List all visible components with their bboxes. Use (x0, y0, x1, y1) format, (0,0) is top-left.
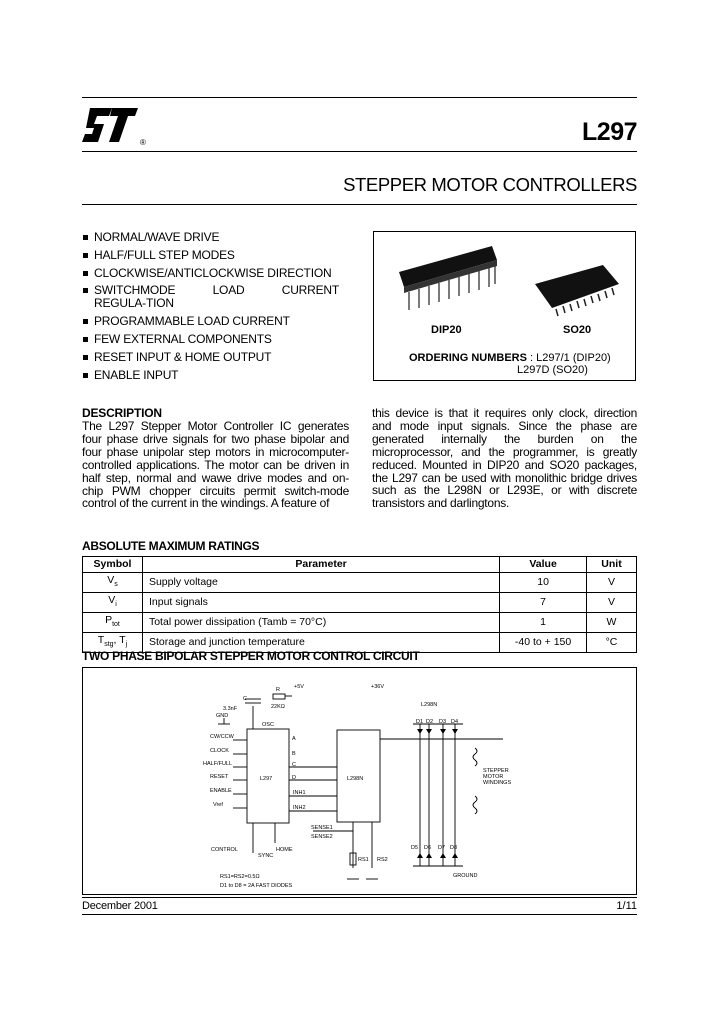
feature-item: CLOCKWISE/ANTICLOCKWISE DIRECTION (82, 267, 357, 280)
footer-date: December 2001 (82, 900, 158, 912)
note-1: RS1=RS2=0.5Ω (220, 874, 260, 880)
motor-label-2: MOTOR (483, 774, 504, 780)
circuit-title: TWO PHASE BIPOLAR STEPPER MOTOR CONTROL CIRCUIT (82, 649, 420, 663)
footer-top-rule (82, 897, 637, 898)
feature-item: ENABLE INPUT (82, 369, 357, 382)
bullet-icon (83, 373, 88, 378)
feature-item: RESET INPUT & HOME OUTPUT (82, 351, 357, 364)
sync-label: SYNC (258, 853, 274, 859)
ordering-numbers: ORDERING NUMBERS : L297/1 (DIP20) L297D (SO20) (409, 352, 611, 376)
diode-d3: D3 (439, 719, 447, 725)
diode-d8: D8 (450, 845, 458, 851)
description-text-right: this device is that it requires only clock, direction and mode input signals. Since the phase are generated internally the burden on the microprocessor, and the programmer, is greatly reduced. Mounted in DIP20 and SO20 packages, the L297 can be used with monolithic bridge drives such as the L298N or L293E, or with discrete transistors and darlingtons. (372, 406, 637, 511)
input-half-full: HALF/FULL (203, 761, 233, 767)
diode-d7: D7 (438, 845, 446, 851)
value-cell: 10 (500, 572, 587, 592)
registered-mark: ® (140, 138, 146, 147)
package-box (373, 231, 636, 381)
motor-label-3: WINDINGS (483, 780, 512, 786)
circuit-diagram (82, 667, 637, 895)
ratings-table (82, 556, 637, 653)
unit-cell: V (587, 592, 637, 612)
bullet-icon (83, 288, 88, 293)
document-subtitle: STEPPER MOTOR CONTROLLERS (343, 174, 637, 195)
parameter-cell: Input signals (142, 592, 499, 612)
note-2: D1 to D8 = 2A FAST DIODES (220, 883, 293, 889)
feature-item: FEW EXTERNAL COMPONENTS (82, 333, 357, 346)
value-cell: 1 (500, 612, 587, 632)
control-label: CONTROL (211, 847, 238, 853)
symbol-cell: $T_{stg}$, $T_j$ (83, 632, 143, 652)
dip20-label: DIP20 (431, 324, 462, 336)
diode-d6: D6 (424, 845, 432, 851)
features-list (82, 231, 357, 386)
value-cell: -40 to + 150 (500, 632, 587, 652)
diode-d1: D1 (416, 719, 424, 725)
table-header-row (83, 557, 637, 573)
col-parameter: Parameter (142, 557, 499, 573)
unit-cell: W (587, 612, 637, 632)
col-unit: Unit (587, 557, 637, 573)
table-row (83, 572, 637, 592)
motor-label-1: STEPPER (483, 768, 509, 774)
output-b: B (292, 751, 296, 757)
description-text-left: The L297 Stepper Motor Controller IC generates four phase drive signals for two phase bipolar and four phase unipolar step motors in microcomputer-controlled applications. The motor can be driven in half step, normal and wawe drive modes and on-chip PWM chopper circuits permit switch-mode control of the current in the windings. A feature of (82, 419, 349, 511)
table-row (83, 592, 637, 612)
feature-item: SWITCHMODE LOAD CURRENT REGULA-TION (82, 284, 357, 310)
input-enable: ENABLE (210, 788, 232, 794)
so20-label: SO20 (563, 324, 592, 336)
diode-d2: D2 (426, 719, 434, 725)
ic1-label: L297 (260, 776, 273, 782)
header-mid-rule (82, 151, 637, 152)
sense1-label: SENSE1 (311, 825, 333, 831)
symbol-cell: $V_i$ (83, 592, 143, 612)
output-c: C (292, 762, 296, 768)
col-symbol: Symbol (83, 557, 143, 573)
bullet-icon (83, 337, 88, 342)
bullet-icon (83, 235, 88, 240)
st-logo (82, 104, 158, 148)
res-value: 22KΩ (271, 704, 285, 710)
table-row (83, 612, 637, 632)
col-value: Value (500, 557, 587, 573)
parameter-cell: Storage and junction temperature (142, 632, 499, 652)
home-label: HOME (276, 847, 293, 853)
so20-package-icon (535, 265, 619, 316)
schematic (83, 668, 635, 893)
input-clock: CLOCK (210, 748, 229, 754)
package-images (374, 232, 634, 342)
output-d: D (292, 775, 296, 781)
cap-label: C (243, 696, 247, 702)
osc-label: OSC (262, 722, 274, 728)
output-inh1: INH1 (293, 790, 306, 796)
feature-item: HALF/FULL STEP MODES (82, 249, 357, 262)
ic2-label: L298N (347, 776, 364, 782)
bullet-icon (83, 271, 88, 276)
bullet-icon (83, 253, 88, 258)
header-top-rule (82, 97, 637, 98)
page-number: 1/11 (616, 900, 637, 912)
input-cw-ccw: CW/CCW (210, 734, 234, 740)
cap-value: 3.3nF (223, 706, 238, 712)
symbol-cell: $V_s$ (83, 572, 143, 592)
footer-bottom-rule (82, 914, 637, 915)
value-cell: 7 (500, 592, 587, 612)
gnd-label: GND (216, 713, 229, 719)
res-label: R (276, 687, 280, 693)
header-bottom-rule (82, 204, 637, 205)
diode-d4: D4 (451, 719, 459, 725)
sense2-label: SENSE2 (311, 834, 333, 840)
dip20-package-icon (399, 246, 497, 310)
description-title: DESCRIPTION (82, 406, 162, 420)
rs1-label: RS1 (358, 857, 369, 863)
ratings-title: ABSOLUTE MAXIMUM RATINGS (82, 539, 260, 553)
output-inh2: INH2 (293, 805, 306, 811)
ground-label: GROUND (453, 873, 478, 879)
parameter-cell: Supply voltage (142, 572, 499, 592)
unit-cell: °C (587, 632, 637, 652)
symbol-cell: $P_{tot}$ (83, 612, 143, 632)
feature-item: NORMAL/WAVE DRIVE (82, 231, 357, 244)
unit-cell: V (587, 572, 637, 592)
parameter-cell: Total power dissipation (Tamb = 70°C) (142, 612, 499, 632)
output-a: A (292, 736, 296, 742)
part-number: L297 (582, 118, 637, 146)
supply-36v-label: +36V (371, 684, 384, 690)
supply-5v-label: +5V (294, 684, 304, 690)
bridge-label: L298N (421, 702, 438, 708)
rs2-label: RS2 (377, 857, 388, 863)
diode-d5: D5 (411, 845, 419, 851)
bullet-icon (83, 355, 88, 360)
bullet-icon (83, 319, 88, 324)
input-reset: RESET (210, 774, 229, 780)
feature-item: PROGRAMMABLE LOAD CURRENT (82, 315, 357, 328)
input-vref: Vref (213, 802, 223, 808)
